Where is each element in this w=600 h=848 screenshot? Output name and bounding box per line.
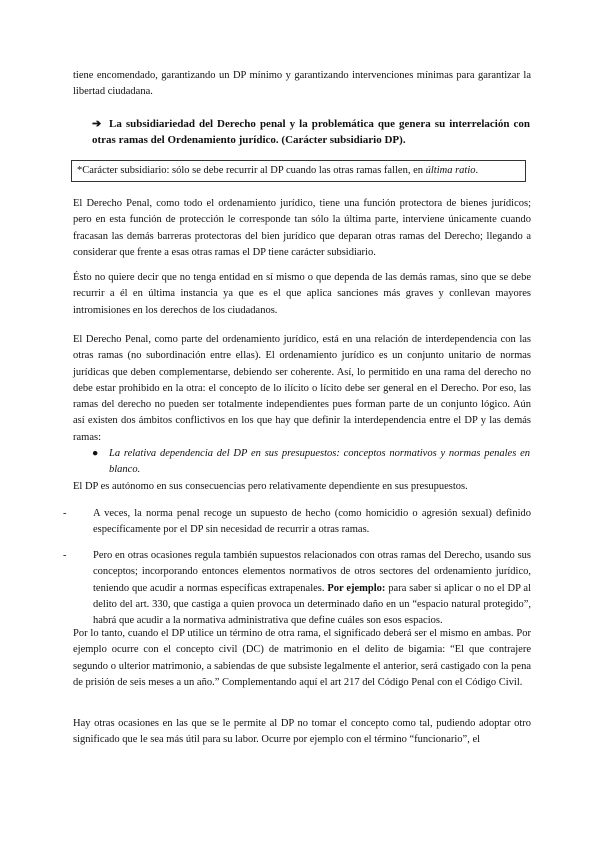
bullet-text: La relativa dependencia del DP en sus presupuestos: conceptos normativos y normas penales en blanco. [109, 448, 530, 476]
paragraph-interdependence: El Derecho Penal, como parte del ordenamiento jurídico, está en una relación de interdependencia con las otras ramas (no subordinación entre ellas). El ordenamiento jurídico es un conjunto unitario de normas jurídicas que deben complementarse, debiendo ser coherente. Así, lo permitido en una rama del derecho no debe estar prohibido en la otra: el concepto de lo ilícito o lícito debe ser general en el Derecho. Por eso, las ramas del derecho no pueden ser totalmente independientes pues forman parte de un conjunto lógico. Aún así existen dos ámbitos conflictivos en los que hay que definir la interdependencia entre el DP y las demás ramas: [73, 334, 531, 443]
section-heading-text: La subsidiariedad del Derecho penal y la problemática que genera su interrelación con otras ramas del Ordenamiento jurídico. (Carácter subsidiario DP). [92, 118, 530, 146]
continuation-paragraph: tiene encomendado, garantizando un DP mínimo y garantizando intervenciones mínimas para garantizar la libertad ciudadana. [73, 70, 531, 98]
paragraph-bigamy: Por lo tanto, cuando el DP utilice un término de otra rama, el significado deberá ser el mismo en ambas. Por ejemplo ocurre con el concepto civil (DC) de matrimonio en el delito de bigamia: “El que contrajere segundo o ulterior matrimonio, a sabiendas de que subsiste legalmente el anterior, será castigado con la pena de prisión de seis meses a un año.” Complementando aquí el art 217 del Código Penal con el Código Civil. [73, 628, 531, 688]
paragraph-function: El Derecho Penal, como todo el ordenamiento jurídico, tiene una función protectora de bienes jurídicos; pero en esta función de protección le corresponde tan sólo la última parte, interviene únicamente cuando fracasan las demás barreras protectoras del bien jurídico que deparan otras ramas del Derecho; llegando a considerar que frente a esas otras ramas el DP tiene carácter subsidiario. [73, 198, 531, 258]
example-label: Por ejemplo: [327, 582, 386, 594]
note-emphasis: última ratio [425, 165, 476, 176]
dash-item-text-after: para saber si aplicar o no el DP al delito del art. 330, que castiga a quien provoca un determinado daño en un “espacio natural protegido”, habrá que acudir a la normativa administrativa que define cuáles son esos espacios. [93, 582, 531, 627]
dash-item-2 [63, 548, 531, 629]
dash-item-text: A veces, la norma penal recoge un supuesto de hecho (como homicidio o agresión sexual) definido específicamente por el DP sin necesidad de recurrir a otras ramas. [93, 508, 531, 536]
paragraph-last-resort: Ésto no quiere decir que no tenga entidad en sí mismo o que dependa de las demás ramas, sino que se debe recurrir a él en última instancia ya que es el que aplica sanciones más graves y conllevan mayores intromisiones en los derechos de los ciudadanos. [73, 272, 531, 316]
paragraph-autonomy: El DP es autónomo en sus consecuencias pero relativamente dependiente en sus presupuestos. [73, 481, 468, 492]
dash-item-text [63, 548, 531, 629]
note-box [71, 160, 526, 182]
note-text: *Carácter subsidiario: sólo se debe recurrir al DP cuando las otras ramas fallen, en [77, 165, 426, 176]
dash-marker: - [63, 508, 67, 519]
paragraph-funcionario: Hay otras ocasiones en las que se le permite al DP no tomar el concepto como tal, pudiendo adoptar otro significado que le sea más útil para su labor. Ocurre por ejemplo con el término “funcionario”, el [73, 718, 531, 746]
note-end: . [475, 165, 479, 176]
dash-item-text-before: Pero en otras ocasiones regula también supuestos relacionados con otras ramas del Derecho, usando sus conceptos; incorporando entonces elementos normativos de otros sectores del ordenamiento jurídico, teniendo que acudir a normas específicas extrapenales. [93, 550, 531, 594]
arrow-icon: ➔ [92, 118, 102, 130]
bullet-icon: ● [92, 448, 99, 459]
dash-marker: - [63, 550, 67, 561]
section-heading [92, 116, 530, 148]
dash-item-1 [63, 506, 531, 539]
bullet-item [92, 446, 530, 479]
